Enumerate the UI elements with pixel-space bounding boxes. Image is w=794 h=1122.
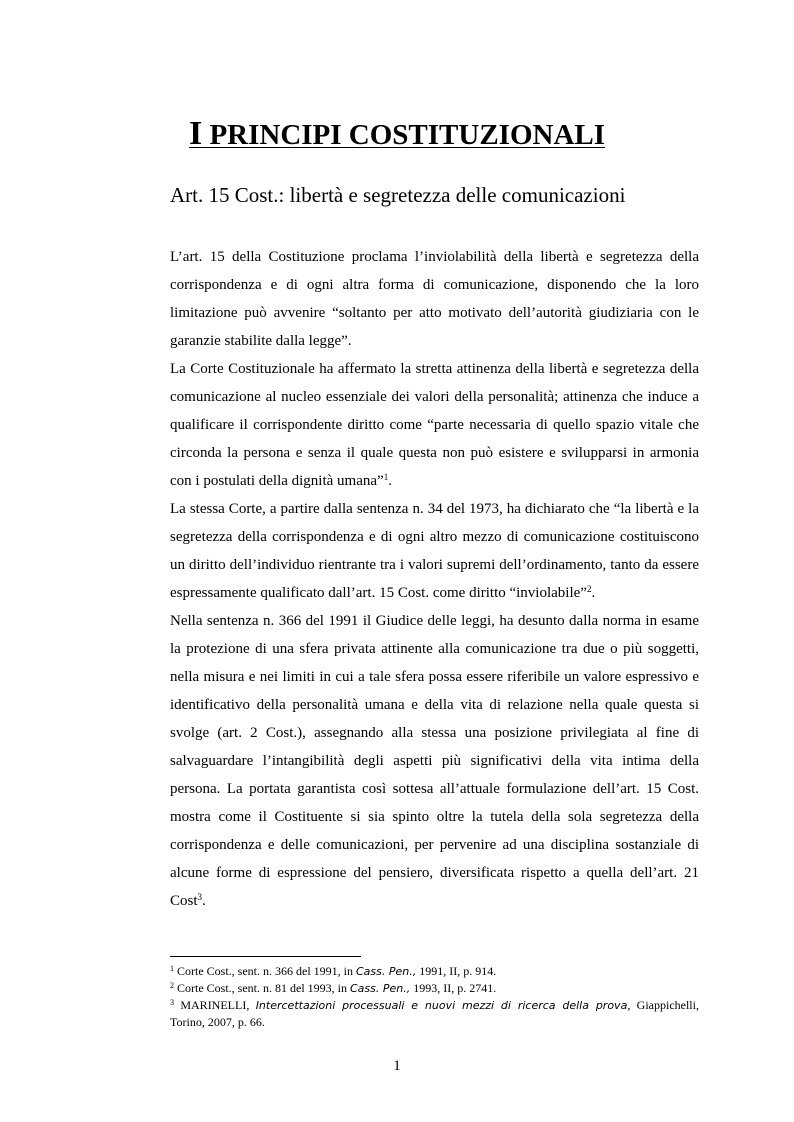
footnote-1-number: 1 [170, 964, 174, 973]
footnote-separator [170, 956, 361, 957]
footnote-2-number: 2 [170, 981, 174, 990]
section-heading: Art. 15 Cost.: libertà e segretezza delle comunicazioni [170, 183, 626, 207]
footnote-3-number: 3 [170, 998, 174, 1007]
footnote-2-details: 1993, II, p. 2741. [410, 981, 497, 995]
footnotes [170, 963, 699, 1030]
footnote-2-source: Cass. Pen., [350, 982, 411, 995]
footnote-ref-2[interactable]: 2 [586, 584, 592, 594]
footnote-2 [170, 980, 699, 997]
footnote-1-details: 1991, II, p. 914. [416, 964, 497, 978]
page-title-rest: PRINCIPI COSTITUZIONALI [202, 119, 606, 152]
paragraph-3-end: . [591, 585, 596, 601]
paragraph-3 [170, 495, 699, 607]
footnote-ref-1[interactable]: 1 [383, 472, 389, 482]
page-number: 1 [393, 1058, 401, 1074]
paragraph-2-end: . [388, 473, 392, 489]
page-title-initial: I [188, 115, 203, 153]
footnote-2-text: Corte Cost., sent. n. 81 del 1993, in [174, 981, 350, 995]
page-title [0, 114, 794, 155]
paragraph-4-end: . [202, 893, 206, 909]
footnote-1-source: Cass. Pen., [356, 965, 417, 978]
paragraph-1-text: L’art. 15 della Costituzione proclama l’inviolabilità della libertà e segretezza della corrispondenza e di ogni altra forma di comunicazione, disponendo che la loro limitazione può avvenire “soltanto per atto motivato dell’autorità giudiziaria con le garanzie stabilite dalla legge”. [170, 249, 699, 349]
footnote-3-details: , Giappichelli, Torino, 2007, p. 66. [170, 998, 699, 1029]
footnote-1 [170, 963, 699, 980]
paragraph-4-text: Nella sentenza n. 366 del 1991 il Giudice delle leggi, ha desunto dalla norma in esame la protezione di una sfera privata attinente alla comunicazione tra due o più soggetti, nella misura e nei limiti in cui a tale sfera possa essere riferibile un valore espressivo e identificativo della personalità umana e della vita di relazione nella quale questa si svolge (art. 2 Cost.), assegnando alla stessa una posizione privilegiata al fine di salvaguardare l’intangibilità degli aspetti più significativi della vita intima della persona. La portata garantista così sottesa all’attuale formulazione dell’art. 15 Cost. mostra come il Costituente si sia spinto oltre la tutela della sola segretezza della corrispondenza e delle comunicazioni, per pervenire ad una disciplina sostanziale di alcune forme di espressione del pensiero, diversificata rispetto a quella dell’art. 21 Cost [170, 613, 699, 909]
paragraph-2 [170, 355, 699, 495]
footnote-3 [170, 997, 699, 1030]
paragraph-1 [170, 243, 699, 355]
body-text [170, 243, 699, 915]
footnote-1-text: Corte Cost., sent. n. 366 del 1991, in [174, 964, 356, 978]
paragraph-4 [170, 607, 699, 915]
paragraph-3-text: La stessa Corte, a partire dalla sentenza n. 34 del 1973, ha dichiarato che “la libertà e la segretezza della corrispondenza e di ogni altro mezzo di comunicazione costituiscono un diritto dell’individuo rientrante tra i valori supremi dell’ordinamento, tanto da essere espressamente qualificato dall’art. 15 Cost. come diritto “inviolabile” [170, 501, 699, 601]
footnote-3-source: Intercettazioni processuali e nuovi mezzi di ricerca della prova [255, 999, 628, 1012]
footnote-ref-3[interactable]: 3 [197, 892, 203, 902]
footnote-3-text: MARINELLI, [174, 998, 256, 1012]
paragraph-2-text: La Corte Costituzionale ha affermato la stretta attinenza della libertà e segretezza della comunicazione al nucleo essenziale dei valori della personalità; attinenza che induce a qualificare il corrispondente diritto come “parte necessaria di quello spazio vitale che circonda la persona e senza il quale questa non può esistere e svilupparsi in armonia con i postulati della dignità umana” [170, 361, 699, 489]
